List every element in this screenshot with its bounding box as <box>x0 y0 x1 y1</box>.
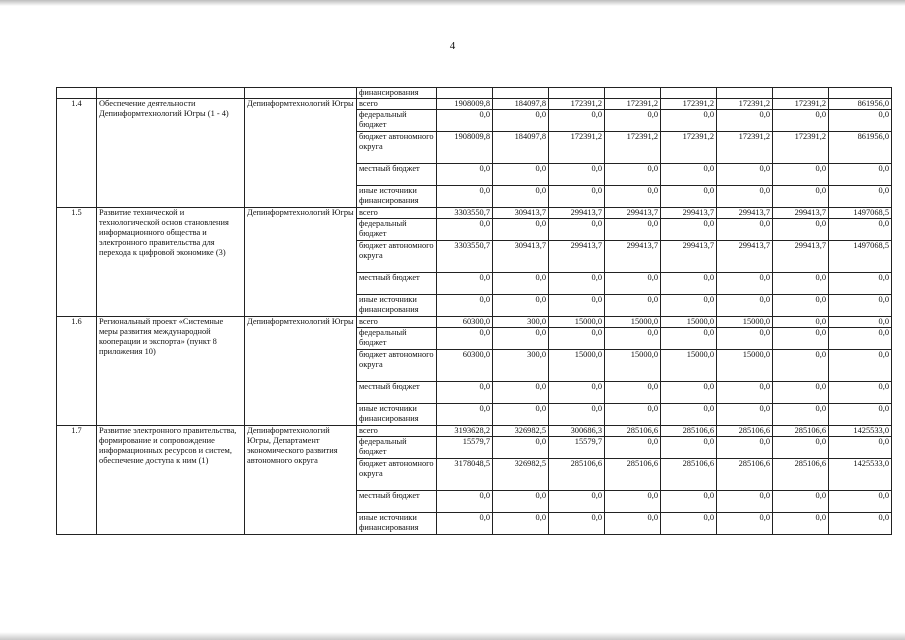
cell-value: 0,0 <box>829 437 892 459</box>
cell-value: 0,0 <box>661 219 717 241</box>
cell-value: 299413,7 <box>773 241 829 273</box>
cell-value: 0,0 <box>493 219 549 241</box>
cell-value: 326982,5 <box>493 459 549 491</box>
cell-value: 3303550,7 <box>437 241 493 273</box>
cell-value: 285106,6 <box>661 459 717 491</box>
cell-value: 0,0 <box>829 164 892 186</box>
cell-value: 0,0 <box>437 404 493 426</box>
cell-value: 0,0 <box>717 491 773 513</box>
table-body <box>57 88 892 535</box>
cell-value: 15579,7 <box>437 437 493 459</box>
cell-value: 0,0 <box>717 110 773 132</box>
cell-source: местный бюджет <box>357 491 437 513</box>
cell-value: 0,0 <box>605 295 661 317</box>
cell-value: 0,0 <box>773 350 829 382</box>
cell-value: 0,0 <box>829 317 892 328</box>
cell-value: 0,0 <box>829 219 892 241</box>
cell-value: 0,0 <box>493 295 549 317</box>
cell-value: 0,0 <box>493 437 549 459</box>
cell-value: 299413,7 <box>773 208 829 219</box>
cell-value: 300,0 <box>493 317 549 328</box>
cell-value: 0,0 <box>661 382 717 404</box>
budget-table <box>56 87 892 535</box>
cell-value: 3178048,5 <box>437 459 493 491</box>
cell-value: 299413,7 <box>717 241 773 273</box>
cell-value: 0,0 <box>605 273 661 295</box>
cell-value: 0,0 <box>829 295 892 317</box>
cell-executor: Депинформтехнологий Югры, Департамент экономического развития автономного округа <box>245 426 357 535</box>
cell-value: 861956,0 <box>829 99 892 110</box>
cell-value: 0,0 <box>437 186 493 208</box>
cell-value: 285106,6 <box>773 459 829 491</box>
cell-value: 299413,7 <box>549 208 605 219</box>
cell-value: 15000,0 <box>661 317 717 328</box>
table-row <box>57 208 892 219</box>
cell-value: 0,0 <box>717 219 773 241</box>
cell-value <box>549 88 605 99</box>
cell-source: всего <box>357 208 437 219</box>
cell-value: 3303550,7 <box>437 208 493 219</box>
cell-name: Развитие электронного правительства, формирование и сопровождение информационных ресурсов и систем, обеспечение доступа к ним (1) <box>97 426 245 535</box>
cell-value: 0,0 <box>829 186 892 208</box>
cell-value: 15000,0 <box>717 317 773 328</box>
cell-code: 1.5 <box>57 208 97 317</box>
cell-value: 0,0 <box>493 273 549 295</box>
cell-value: 0,0 <box>605 404 661 426</box>
cell-value: 0,0 <box>437 328 493 350</box>
cell-value <box>437 88 493 99</box>
cell-value: 0,0 <box>493 491 549 513</box>
table-row <box>57 88 892 99</box>
cell-value: 0,0 <box>437 513 493 535</box>
cell-value: 172391,2 <box>605 132 661 164</box>
cell-value: 0,0 <box>717 382 773 404</box>
cell-value: 0,0 <box>829 404 892 426</box>
cell-value: 0,0 <box>493 382 549 404</box>
cell-value: 0,0 <box>605 164 661 186</box>
cell-value: 0,0 <box>717 513 773 535</box>
cell-source: иные источники финансирования <box>357 404 437 426</box>
cell-value: 15000,0 <box>661 350 717 382</box>
cell-value: 0,0 <box>437 164 493 186</box>
cell-value: 172391,2 <box>773 99 829 110</box>
cell-value: 285106,6 <box>549 459 605 491</box>
cell-value: 309413,7 <box>493 241 549 273</box>
cell-value: 184097,8 <box>493 132 549 164</box>
cell-value: 1908009,8 <box>437 99 493 110</box>
cell-value: 1425533,0 <box>829 459 892 491</box>
cell-value <box>605 88 661 99</box>
cell-value: 285106,6 <box>773 426 829 437</box>
cell-value: 299413,7 <box>605 208 661 219</box>
cell-value: 0,0 <box>493 186 549 208</box>
cell-name: Региональный проект «Системные меры развития международной кооперации и экспорта» (пункт 8 приложения 10) <box>97 317 245 426</box>
cell-value: 0,0 <box>549 273 605 295</box>
cell-value: 0,0 <box>605 110 661 132</box>
cell-value: 0,0 <box>661 491 717 513</box>
cell-value: 0,0 <box>661 110 717 132</box>
cell-value: 0,0 <box>829 382 892 404</box>
cell-value: 0,0 <box>773 273 829 295</box>
cell-value: 0,0 <box>661 328 717 350</box>
cell-value: 0,0 <box>437 273 493 295</box>
cell-value: 0,0 <box>605 437 661 459</box>
cell-value: 0,0 <box>549 186 605 208</box>
cell-value: 0,0 <box>437 295 493 317</box>
cell-value: 0,0 <box>829 110 892 132</box>
cell-source: местный бюджет <box>357 164 437 186</box>
cell-value: 326982,5 <box>493 426 549 437</box>
cell-source: всего <box>357 426 437 437</box>
cell-value: 285106,6 <box>605 459 661 491</box>
cell-value: 0,0 <box>661 404 717 426</box>
cell-source: финансирования <box>357 88 437 99</box>
page-number: 4 <box>449 40 456 52</box>
cell-value: 299413,7 <box>717 208 773 219</box>
cell-value: 0,0 <box>773 491 829 513</box>
cell-value: 1497068,5 <box>829 208 892 219</box>
cell-value: 0,0 <box>493 164 549 186</box>
cell-value: 0,0 <box>605 219 661 241</box>
cell-value: 0,0 <box>773 437 829 459</box>
cell-source: местный бюджет <box>357 382 437 404</box>
table-row <box>57 99 892 110</box>
cell-source: иные источники финансирования <box>357 186 437 208</box>
cell-value: 0,0 <box>773 295 829 317</box>
cell-value: 300686,3 <box>549 426 605 437</box>
cell-value: 172391,2 <box>605 99 661 110</box>
cell-value: 0,0 <box>549 110 605 132</box>
cell-name: Обеспечение деятельности Депинформтехнологий Югры (1 - 4) <box>97 99 245 208</box>
cell-source: иные источники финансирования <box>357 513 437 535</box>
cell-value: 15000,0 <box>549 317 605 328</box>
cell-value <box>829 88 892 99</box>
cell-value: 0,0 <box>773 317 829 328</box>
cell-value: 299413,7 <box>661 241 717 273</box>
cell-value: 0,0 <box>605 491 661 513</box>
cell-value: 0,0 <box>549 219 605 241</box>
cell-value: 0,0 <box>605 186 661 208</box>
cell-source: федеральный бюджет <box>357 437 437 459</box>
cell-value: 0,0 <box>661 164 717 186</box>
cell-value: 1425533,0 <box>829 426 892 437</box>
cell-value <box>717 88 773 99</box>
cell-value: 299413,7 <box>605 241 661 273</box>
cell-value <box>661 88 717 99</box>
cell-value: 15000,0 <box>605 317 661 328</box>
cell-value: 285106,6 <box>661 426 717 437</box>
cell-source: иные источники финансирования <box>357 295 437 317</box>
cell-value: 0,0 <box>773 110 829 132</box>
cell-value: 0,0 <box>773 404 829 426</box>
cell-value: 15000,0 <box>605 350 661 382</box>
cell-value: 0,0 <box>717 295 773 317</box>
cell-source: местный бюджет <box>357 273 437 295</box>
cell-value: 0,0 <box>605 382 661 404</box>
cell-value: 0,0 <box>773 513 829 535</box>
cell-value: 0,0 <box>773 328 829 350</box>
cell-value: 172391,2 <box>549 99 605 110</box>
cell-value: 0,0 <box>493 328 549 350</box>
cell-value: 0,0 <box>493 513 549 535</box>
cell-value: 0,0 <box>437 491 493 513</box>
cell-value: 0,0 <box>549 382 605 404</box>
cell-executor: Депинформтехнологий Югры <box>245 317 357 426</box>
cell-value: 0,0 <box>829 273 892 295</box>
cell-value: 285106,6 <box>717 459 773 491</box>
cell-value: 285106,6 <box>605 426 661 437</box>
cell-source: федеральный бюджет <box>357 219 437 241</box>
cell-source: федеральный бюджет <box>357 328 437 350</box>
cell-value: 184097,8 <box>493 99 549 110</box>
cell-value: 309413,7 <box>493 208 549 219</box>
cell-value: 0,0 <box>829 328 892 350</box>
cell-value: 1908009,8 <box>437 132 493 164</box>
cell-name: Развитие технической и технологической основ становления информационного общества и электронного правительства для перехода к цифровой экономике (3) <box>97 208 245 317</box>
cell-value: 3193628,2 <box>437 426 493 437</box>
table-row <box>57 426 892 437</box>
cell-executor <box>245 88 357 99</box>
cell-value: 0,0 <box>829 350 892 382</box>
cell-code <box>57 88 97 99</box>
cell-value: 0,0 <box>549 404 605 426</box>
cell-source: бюджет автономного округа <box>357 241 437 273</box>
cell-value: 0,0 <box>773 186 829 208</box>
cell-value: 0,0 <box>437 110 493 132</box>
cell-executor: Депинформтехнологий Югры <box>245 99 357 208</box>
cell-value: 299413,7 <box>661 208 717 219</box>
cell-value: 0,0 <box>717 164 773 186</box>
cell-value: 172391,2 <box>661 99 717 110</box>
cell-value: 0,0 <box>661 513 717 535</box>
cell-value: 0,0 <box>493 110 549 132</box>
cell-value: 285106,6 <box>717 426 773 437</box>
cell-value: 0,0 <box>717 437 773 459</box>
cell-value: 172391,2 <box>773 132 829 164</box>
cell-value: 0,0 <box>829 513 892 535</box>
cell-code: 1.7 <box>57 426 97 535</box>
cell-name <box>97 88 245 99</box>
cell-value: 0,0 <box>549 513 605 535</box>
cell-value: 0,0 <box>661 437 717 459</box>
cell-value: 0,0 <box>549 491 605 513</box>
cell-value: 0,0 <box>773 164 829 186</box>
cell-value: 172391,2 <box>661 132 717 164</box>
cell-source: всего <box>357 317 437 328</box>
cell-value: 1497068,5 <box>829 241 892 273</box>
cell-source: бюджет автономного округа <box>357 132 437 164</box>
cell-value: 0,0 <box>717 404 773 426</box>
cell-value: 0,0 <box>605 328 661 350</box>
cell-source: всего <box>357 99 437 110</box>
cell-value <box>773 88 829 99</box>
cell-value: 15000,0 <box>717 350 773 382</box>
cell-value: 300,0 <box>493 350 549 382</box>
cell-value: 0,0 <box>717 273 773 295</box>
cell-value: 0,0 <box>773 382 829 404</box>
cell-value: 861956,0 <box>829 132 892 164</box>
cell-value: 15579,7 <box>549 437 605 459</box>
scan-edge-bottom <box>0 632 905 640</box>
cell-value: 0,0 <box>717 328 773 350</box>
cell-value: 0,0 <box>549 328 605 350</box>
cell-value: 299413,7 <box>549 241 605 273</box>
cell-value: 0,0 <box>717 186 773 208</box>
cell-value: 0,0 <box>661 186 717 208</box>
cell-value: 0,0 <box>549 164 605 186</box>
table-row <box>57 317 892 328</box>
cell-value: 172391,2 <box>549 132 605 164</box>
cell-value: 0,0 <box>829 491 892 513</box>
cell-source: бюджет автономного округа <box>357 459 437 491</box>
cell-source: бюджет автономного округа <box>357 350 437 382</box>
cell-value: 0,0 <box>549 295 605 317</box>
cell-value: 0,0 <box>493 404 549 426</box>
cell-value: 15000,0 <box>549 350 605 382</box>
cell-value: 0,0 <box>437 382 493 404</box>
cell-value: 0,0 <box>661 273 717 295</box>
cell-value: 172391,2 <box>717 99 773 110</box>
cell-value: 0,0 <box>661 295 717 317</box>
cell-value: 172391,2 <box>717 132 773 164</box>
cell-value: 60300,0 <box>437 350 493 382</box>
cell-source: федеральный бюджет <box>357 110 437 132</box>
cell-code: 1.4 <box>57 99 97 208</box>
cell-value <box>493 88 549 99</box>
cell-value: 60300,0 <box>437 317 493 328</box>
scan-edge-top <box>0 0 905 6</box>
cell-code: 1.6 <box>57 317 97 426</box>
cell-value: 0,0 <box>605 513 661 535</box>
cell-value: 0,0 <box>437 219 493 241</box>
cell-value: 0,0 <box>773 219 829 241</box>
cell-executor: Депинформтехнологий Югры <box>245 208 357 317</box>
